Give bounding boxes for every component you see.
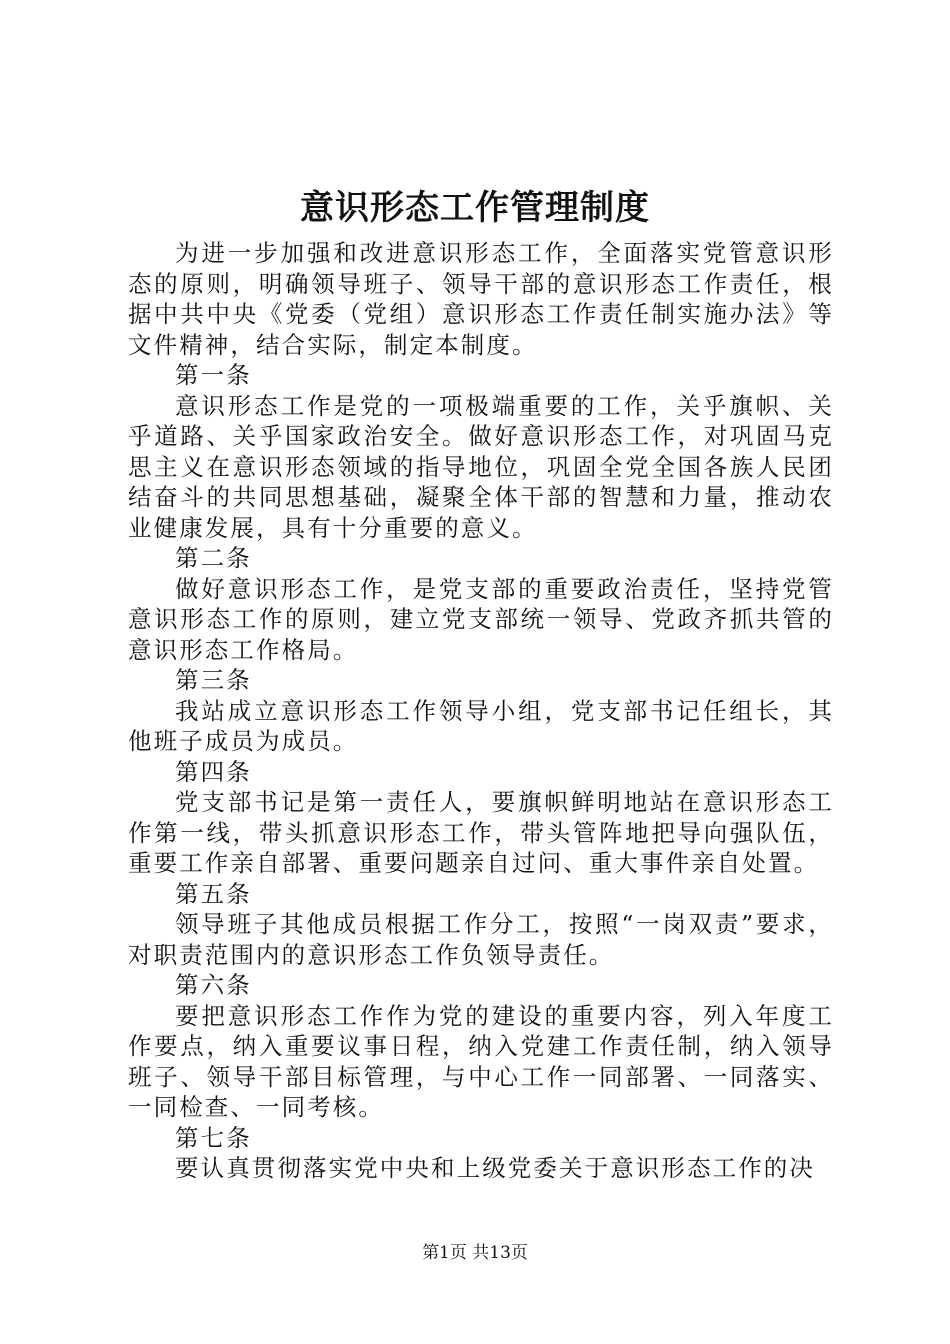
document-title: 意识形态工作管理制度: [300, 188, 650, 228]
article-paragraph-1: 意识形态工作是党的一项极端重要的工作，关乎旗帜、关乎道路、关乎国家政治安全。做好意识形态工作，对巩固马克思主义在意识形态领域的指导地位，巩固全党全国各族人民团结奋斗的共同思想基础，凝聚全体干部的智慧和力量，推动农业健康发展，具有十分重要的意义。: [128, 391, 834, 542]
article-heading-2: 第二条: [175, 544, 252, 572]
intro-paragraph: 为进一步加强和改进意识形态工作，全面落实党管意识形态的原则，明确领导班子、领导干部的意识形态工作责任，根据中共中央《党委（党组）意识形态工作责任制实施办法》等文件精神，结合实际，制定本制度。: [128, 239, 834, 359]
article-paragraph-5: 领导班子其他成员根据工作分工，按照“一岗双责”要求，对职责范围内的意识形态工作负领导责任。: [128, 910, 834, 969]
article-heading-7: 第七条: [175, 1123, 252, 1152]
article-paragraph-3: 我站成立意识形态工作领导小组，党支部书记任组长，其他班子成员为成员。: [128, 696, 834, 755]
article-paragraph-7: 要认真贯彻落实党中央和上级党委关于意识形态工作的决: [175, 1154, 815, 1182]
article-heading-3: 第三条: [175, 666, 252, 694]
document-body: [128, 238, 834, 1184]
article-heading-1: 第一条: [175, 361, 252, 389]
article-paragraph-2: 做好意识形态工作，是党支部的重要政治责任，坚持党管意识形态工作的原则，建立党支部统一领导、党政齐抓共管的意识形态工作格局。: [128, 574, 834, 664]
page-number-footer: 第1页 共13页: [422, 1243, 528, 1263]
article-heading-4: 第四条: [175, 757, 252, 786]
article-paragraph-4: 党支部书记是第一责任人，要旗帜鲜明地站在意识形态工作第一线，带头抓意识形态工作，带头管阵地把导向强队伍，重要工作亲自部署、重要问题亲自过问、重大事件亲自处置。: [128, 788, 834, 877]
article-paragraph-6: 要把意识形态工作作为党的建设的重要内容，列入年度工作要点，纳入重要议事日程，纳入党建工作责任制，纳入领导班子、领导干部目标管理，与中心工作一同部署、一同落实、一同检查、一同考核。: [128, 1001, 834, 1121]
article-heading-6: 第六条: [175, 971, 252, 999]
article-heading-5: 第五条: [175, 879, 252, 908]
